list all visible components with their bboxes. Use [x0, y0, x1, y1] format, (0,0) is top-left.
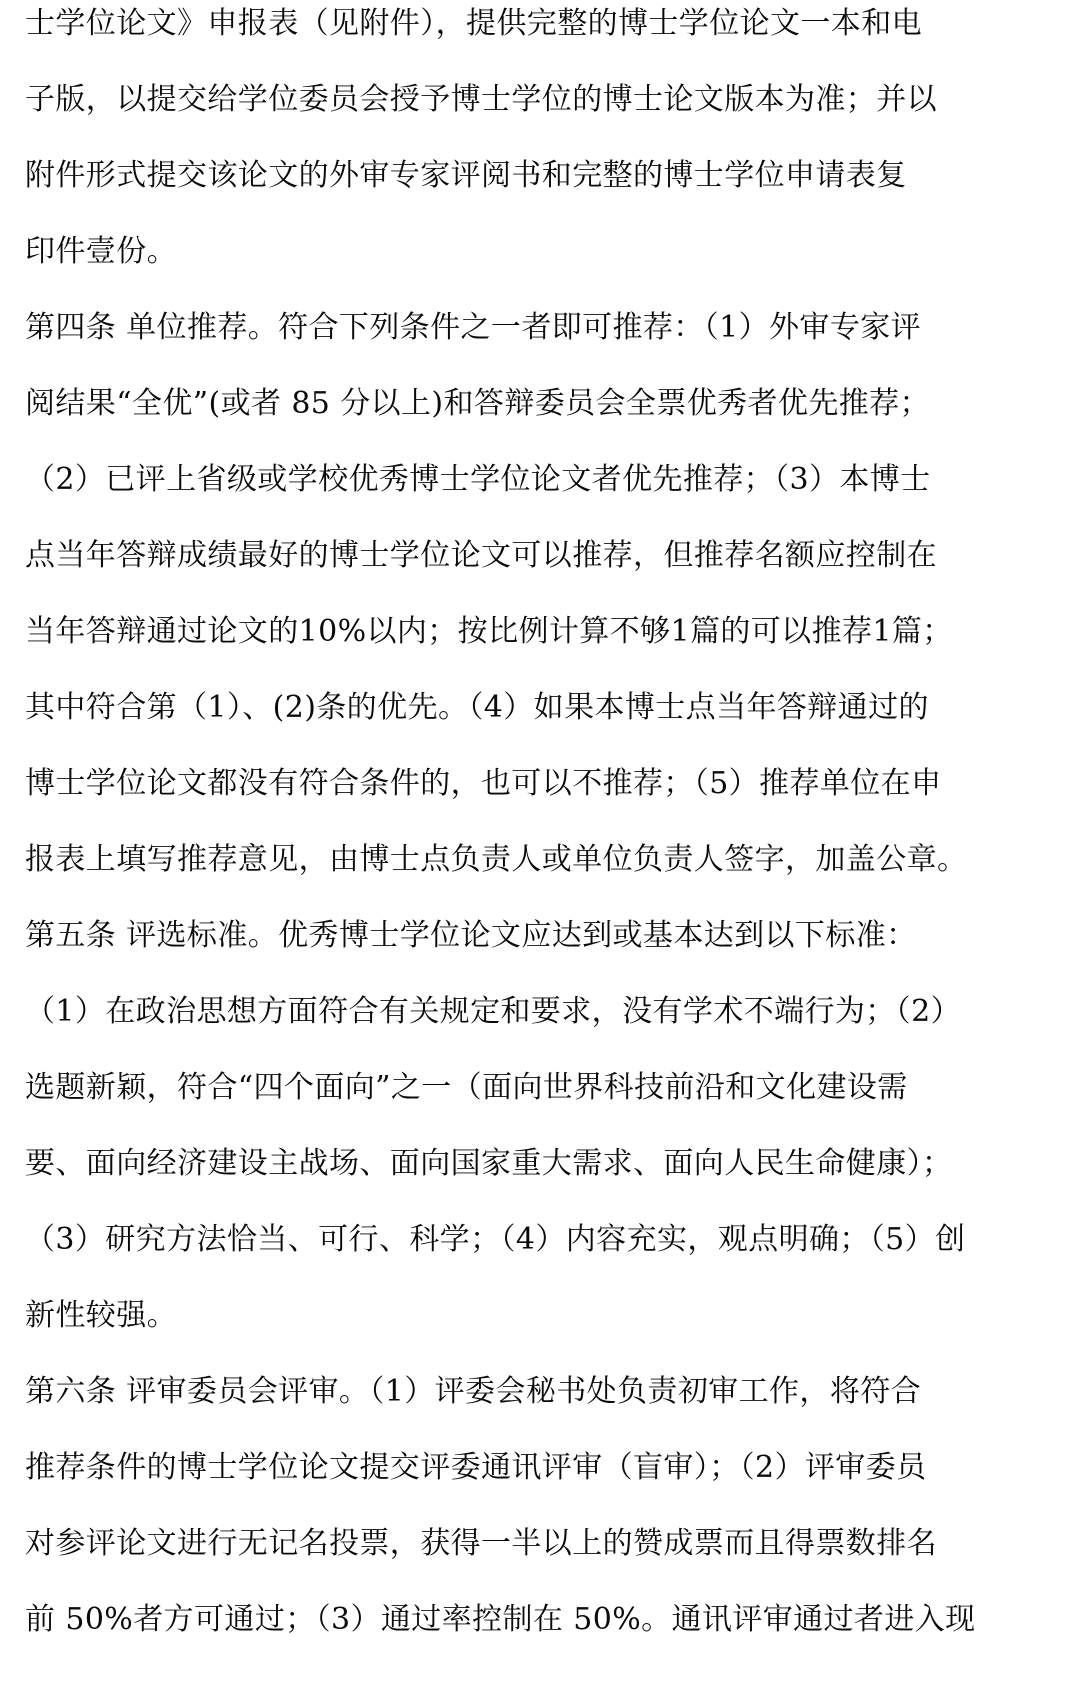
text-line: 报表上填写推荐意见，由博士点负责人或单位负责人签字，加盖公章。	[25, 842, 968, 877]
text-line: 新性较强。	[25, 1298, 177, 1333]
text-line: 其中符合第（1）、(2)条的优先。（4）如果本博士点当年答辩通过的	[25, 690, 929, 725]
text-line: 选题新颖，符合“四个面向”之一（面向世界科技前沿和文化建设需	[25, 1070, 908, 1105]
text-line: 印件壹份。	[25, 234, 177, 269]
text-line: 点当年答辩成绩最好的博士学位论文可以推荐，但推荐名额应控制在	[25, 538, 937, 573]
text-line: 第五条 评选标准。优秀博士学位论文应达到或基本达到以下标准：	[25, 918, 917, 953]
text-line: 对参评论文进行无记名投票，获得一半以上的赞成票而且得票数排名	[25, 1526, 937, 1561]
text-line: （3）研究方法恰当、可行、科学；（4）内容充实，观点明确；（5）创	[25, 1222, 966, 1257]
text-line: （1）在政治思想方面符合有关规定和要求，没有学术不端行为；（2）	[25, 994, 961, 1029]
text-line: 第六条 评审委员会评审。（1）评委会秘书处负责初审工作，将符合	[25, 1374, 922, 1409]
text-line: 士学位论文》申报表（见附件），提供完整的博士学位论文一本和电	[25, 6, 922, 41]
text-line: 子版，以提交给学位委员会授予博士学位的博士论文版本为准；并以	[25, 82, 937, 117]
text-line: 前 50%者方可通过；（3）通过率控制在 50%。通讯评审通过者进入现	[25, 1602, 976, 1637]
text-line: （2）已评上省级或学校优秀博士学位论文者优先推荐；（3）本博士	[25, 462, 931, 497]
text-line: 要、面向经济建设主战场、面向国家重大需求、面向人民生命健康）；	[25, 1146, 953, 1181]
text-line: 推荐条件的博士学位论文提交评委通讯评审（盲审）；（2）评审委员	[25, 1450, 927, 1485]
text-line: 当年答辩通过论文的10%以内；按比例计算不够1篇的可以推荐1篇；	[25, 614, 953, 649]
text-line: 博士学位论文都没有符合条件的，也可以不推荐；（5）推荐单位在申	[25, 766, 942, 801]
text-line: 第四条 单位推荐。符合下列条件之一者即可推荐：（1）外审专家评	[25, 310, 922, 345]
text-line: 阅结果“全优”(或者 85 分以上)和答辩委员会全票优秀者优先推荐；	[25, 386, 930, 421]
text-line: 附件形式提交该论文的外审专家评阅书和完整的博士学位申请表复	[25, 158, 907, 193]
